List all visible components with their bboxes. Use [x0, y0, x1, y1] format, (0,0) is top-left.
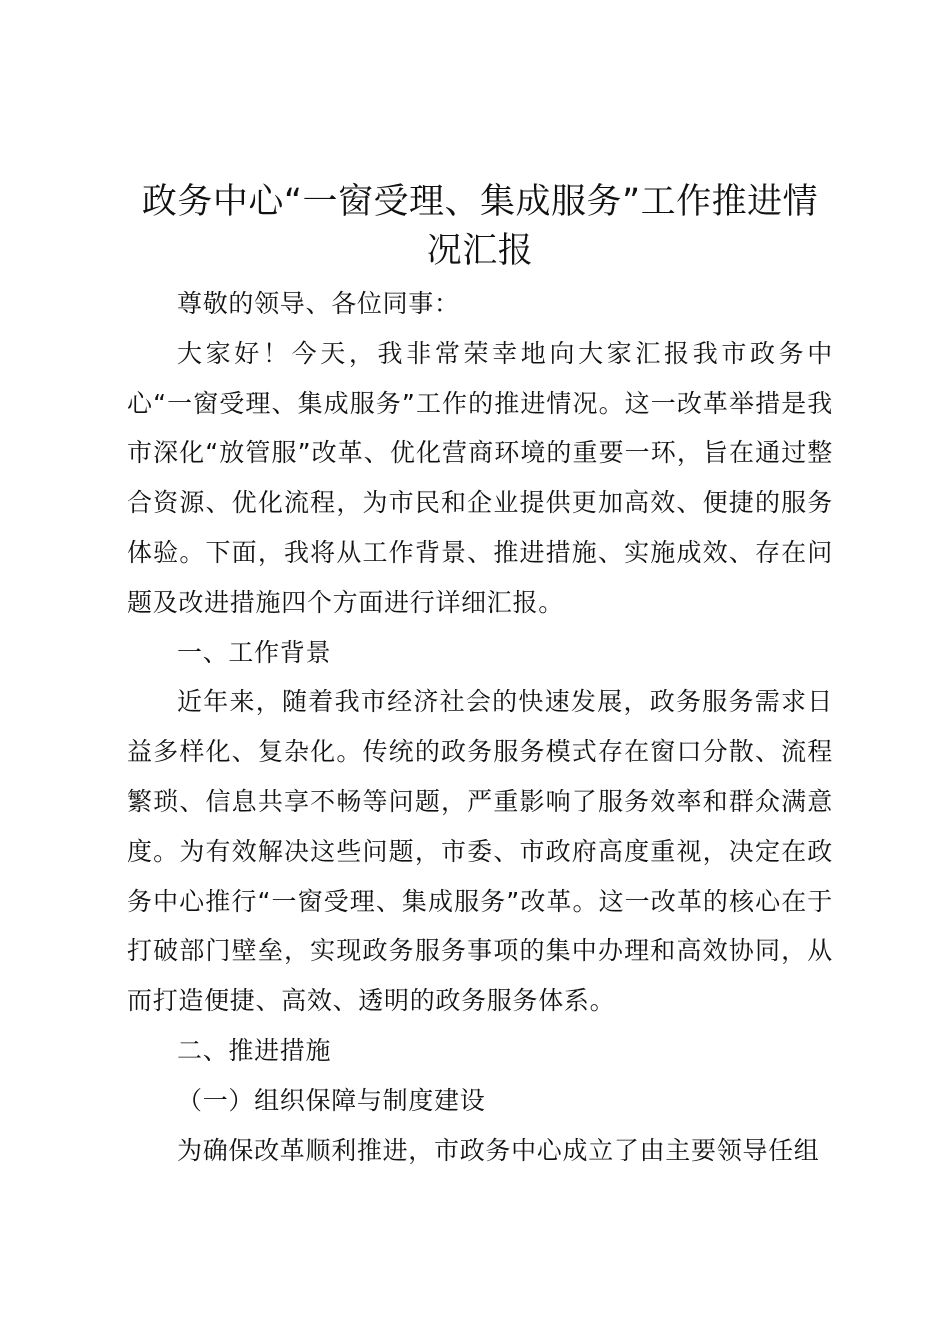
background-paragraph: 近年来，随着我市经济社会的快速发展，政务服务需求日益多样化、复杂化。传统的政务服务模式存在窗口分散、流程繁琐、信息共享不畅等问题，严重影响了服务效率和群众满意度。为有效解决这些问题，市委、市政府高度重视，决定在政务中心推行“一窗受理、集成服务”改革。这一改革的核心在于打破部门壁垒，实现政务服务事项的集中办理和高效协同，从而打造便捷、高效、透明的政务服务体系。: [127, 687, 833, 1016]
subsection-heading-organization: （一）组织保障与制度建设: [177, 1085, 486, 1115]
opening-paragraph: 大家好！今天，我非常荣幸地向大家汇报我市政务中心“一窗受理、集成服务”工作的推进情况。这一改革举措是我市深化“放管服”改革、优化营商环境的重要一环，旨在通过整合资源、优化流程，为市民和企业提供更加高效、便捷的服务体验。下面，我将从工作背景、推进措施、实施成效、存在问题及改进措施四个方面进行详细汇报。: [127, 338, 833, 617]
organization-paragraph: 为确保改革顺利推进，市政务中心成立了由主要领导任组: [177, 1135, 820, 1165]
section-heading-background: 一、工作背景: [177, 637, 332, 667]
document-page: [127, 178, 833, 1175]
document-title: 政务中心“一窗受理、集成服务”工作推进情况汇报: [141, 182, 819, 271]
section-heading-measures: 二、推进措施: [177, 1035, 332, 1065]
salutation: 尊敬的领导、各位同事：: [177, 289, 460, 318]
document-body: [127, 279, 833, 1175]
